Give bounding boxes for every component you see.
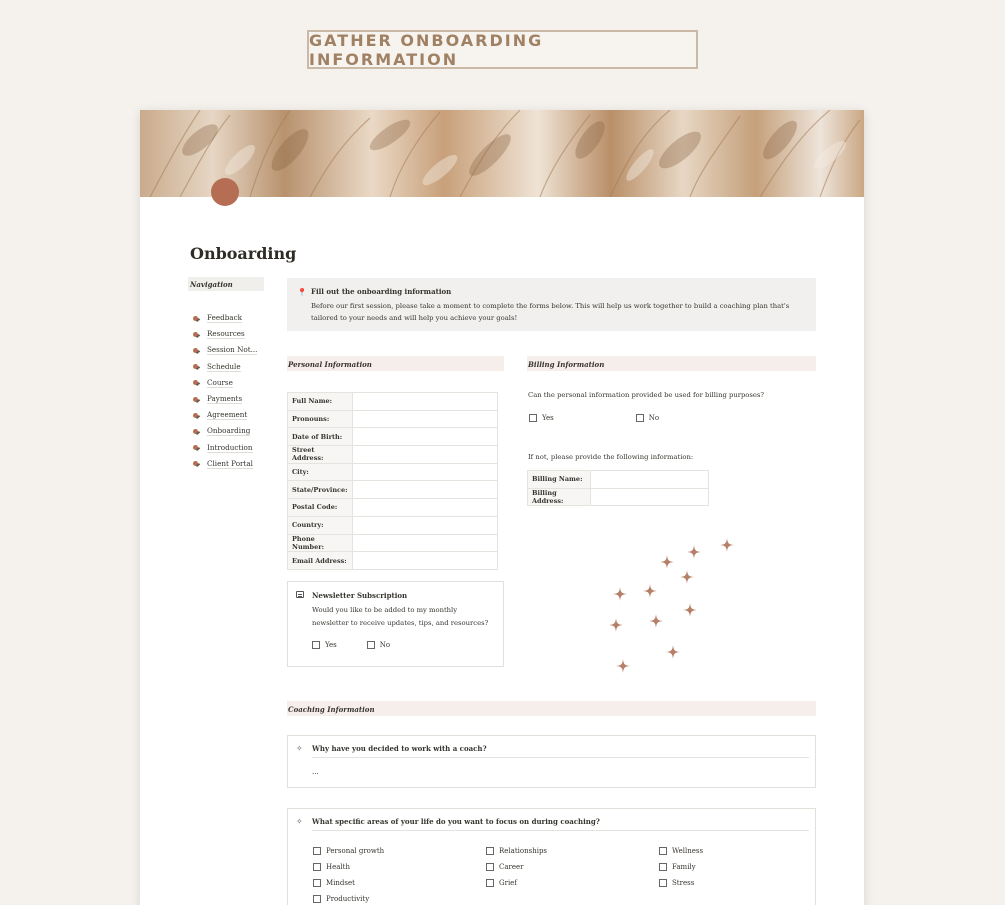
table-row: Billing Address:: [528, 488, 709, 506]
checkbox-icon: [659, 863, 667, 871]
street-address-field[interactable]: [352, 446, 497, 464]
checkbox-icon: [659, 847, 667, 855]
page-link-icon: [193, 443, 202, 452]
table-row: Pronouns:: [288, 410, 498, 428]
nav-item-onboarding[interactable]: Onboarding: [188, 423, 264, 439]
sparkle-icon: [660, 555, 674, 569]
table-row: Date of Birth:: [288, 428, 498, 446]
checkbox-icon: [486, 863, 494, 871]
sparkle-icon: [683, 603, 697, 617]
sparkle-icon: [720, 538, 734, 552]
page-icon[interactable]: [211, 178, 239, 206]
nav-item-resources[interactable]: Resources: [188, 326, 264, 342]
coaching-question-areas: [287, 808, 816, 905]
notion-page: [140, 110, 864, 905]
table-row: Postal Code:: [288, 499, 498, 517]
option-wellness[interactable]: Wellness: [659, 847, 703, 855]
email-field[interactable]: [352, 552, 497, 570]
page-link-icon: [193, 378, 202, 387]
dob-field[interactable]: [352, 428, 497, 446]
callout-body: Before our first session, please take a moment to complete the forms below. This will help us work together to build a coaching plan that's tailored to your needs and will help you achieve your goals!: [311, 302, 790, 322]
newsletter-yes-checkbox[interactable]: Yes: [312, 641, 337, 649]
page-link-icon: [193, 330, 202, 339]
navigation-list: [188, 310, 264, 472]
newsletter-no-checkbox[interactable]: No: [367, 641, 390, 649]
question-title: Why have you decided to work with a coach?: [312, 744, 809, 758]
newspaper-icon: [296, 591, 304, 598]
checkbox-icon: [313, 847, 321, 855]
sparkle-icon: [649, 614, 663, 628]
billing-table: [527, 470, 709, 506]
option-relationships[interactable]: Relationships: [486, 847, 547, 855]
checkbox-icon: [486, 879, 494, 887]
nav-item-introduction[interactable]: Introduction: [188, 440, 264, 456]
checkbox-icon: [313, 863, 321, 871]
billing-name-field[interactable]: [591, 471, 709, 489]
option-grief[interactable]: Grief: [486, 879, 517, 887]
nav-item-agreement[interactable]: Agreement: [188, 407, 264, 423]
sparkle-icon: [643, 584, 657, 598]
nav-item-client-portal[interactable]: Client Portal: [188, 456, 264, 472]
checkbox-icon: [659, 879, 667, 887]
checkbox-icon: [313, 895, 321, 903]
sparkle-icon: [609, 618, 623, 632]
personal-info-table: [287, 392, 498, 570]
pin-icon: 📍: [297, 288, 307, 297]
answer-field[interactable]: ...: [312, 768, 319, 776]
page-link-icon: [193, 362, 202, 371]
navigation-header: Navigation: [188, 277, 264, 291]
page-link-icon: [193, 314, 202, 323]
option-health[interactable]: Health: [313, 863, 350, 871]
nav-item-payments[interactable]: Payments: [188, 391, 264, 407]
checkbox-icon: [529, 414, 537, 422]
option-mindset[interactable]: Mindset: [313, 879, 355, 887]
billing-info-header: Billing Information: [527, 356, 816, 371]
nav-item-schedule[interactable]: Schedule: [188, 359, 264, 375]
page-link-icon: [193, 411, 202, 420]
option-productivity[interactable]: Productivity: [313, 895, 369, 903]
table-row: State/Province:: [288, 481, 498, 499]
option-stress[interactable]: Stress: [659, 879, 694, 887]
newsletter-block: [287, 581, 504, 667]
billing-address-field[interactable]: [591, 488, 709, 506]
billing-no-checkbox[interactable]: No: [636, 414, 659, 422]
intro-callout: [287, 278, 816, 331]
nav-item-feedback[interactable]: Feedback: [188, 310, 264, 326]
personal-info-header: Personal Information: [287, 356, 504, 371]
page-link-icon: [193, 427, 202, 436]
navigation-sidebar: [188, 277, 264, 472]
sparkle-icon: [616, 659, 630, 673]
billing-yes-checkbox[interactable]: Yes: [529, 414, 554, 422]
option-career[interactable]: Career: [486, 863, 524, 871]
option-personal-growth[interactable]: Personal growth: [313, 847, 384, 855]
banner-title: GATHER ONBOARDING INFORMATION: [307, 30, 698, 69]
newsletter-body: Would you like to be added to my monthly newsletter to receive updates, tips, and resources?: [312, 606, 489, 627]
checkbox-icon: [312, 641, 320, 649]
callout-title: Fill out the onboarding information: [311, 287, 452, 296]
table-row: Billing Name:: [528, 471, 709, 489]
page-link-icon: [193, 459, 202, 468]
coaching-info-header: Coaching Information: [287, 701, 816, 716]
sparkle-icon: [680, 570, 694, 584]
page-link-icon: [193, 346, 202, 355]
page-link-icon: [193, 395, 202, 404]
checkbox-icon: [636, 414, 644, 422]
billing-if-not-text: If not, please provide the following information:: [528, 453, 694, 461]
postal-code-field[interactable]: [352, 499, 497, 517]
sparkle-icon: [666, 645, 680, 659]
nav-item-course[interactable]: Course: [188, 375, 264, 391]
checkbox-icon: [313, 879, 321, 887]
checkbox-icon: [486, 847, 494, 855]
option-family[interactable]: Family: [659, 863, 696, 871]
checkbox-icon: [367, 641, 375, 649]
sparkles-icon: ✧: [296, 744, 303, 753]
full-name-field[interactable]: [352, 393, 497, 411]
newsletter-title: Newsletter Subscription: [312, 591, 408, 600]
billing-question: Can the personal information provided be used for billing purposes?: [528, 391, 765, 399]
country-field[interactable]: [352, 516, 497, 534]
coaching-question-why: [287, 735, 816, 788]
city-field[interactable]: [352, 463, 497, 481]
question-title: What specific areas of your life do you want to focus on during coaching?: [312, 817, 809, 831]
table-row: Email Address:: [288, 552, 498, 570]
phone-field[interactable]: [352, 534, 497, 552]
page-title: Onboarding: [190, 244, 297, 263]
table-row: Street Address:: [288, 446, 498, 464]
cover-image: [140, 110, 864, 197]
table-row: City:: [288, 463, 498, 481]
table-row: Country:: [288, 516, 498, 534]
table-row: Full Name:: [288, 393, 498, 411]
sparkles-icon: ✧: [296, 817, 303, 826]
sparkle-icon: [687, 545, 701, 559]
pronouns-field[interactable]: [352, 410, 497, 428]
state-field[interactable]: [352, 481, 497, 499]
sparkle-icon: [613, 587, 627, 601]
nav-item-session-notes[interactable]: Session Not...: [188, 342, 264, 358]
table-row: Phone Number:: [288, 534, 498, 552]
